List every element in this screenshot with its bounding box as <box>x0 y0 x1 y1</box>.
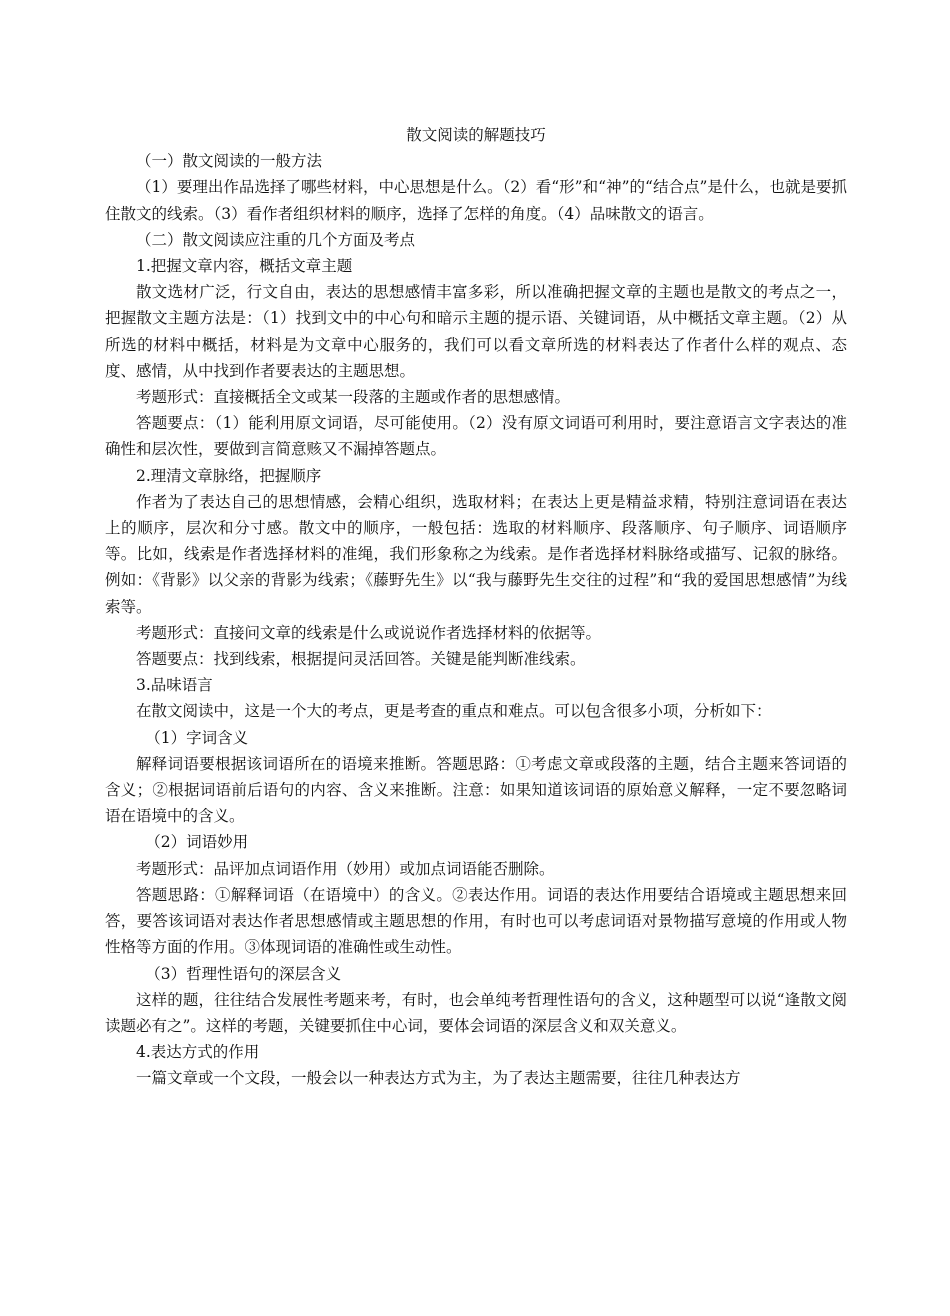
body-paragraph: 在散文阅读中，这是一个大的考点，更是考查的重点和难点。可以包含很多小项，分析如下： <box>136 702 772 721</box>
body-paragraph: 解释词语要根据该词语所在的语境来推断。答题思路：①考虑文章或段落的主题，结合主题来答词语的含义；②根据词语前后语句的内容、含义来推断。注意：如果知道该词语的原始意义解释，一定不要忽略词语在语境中的含义。 <box>105 754 847 826</box>
section-heading-general-method: （一）散文阅读的一般方法 <box>136 152 323 171</box>
body-paragraph: 答题要点：找到线索，根据提问灵活回答。关键是能判断准线索。 <box>136 650 586 669</box>
subsection-heading-expression: 4.表达方式的作用 <box>136 1043 260 1062</box>
body-paragraph: 考题形式：直接问文章的线索是什么或说说作者选择材料的依据等。 <box>136 623 602 642</box>
body-paragraph: 这样的题，往往结合发展性考题来考，有时，也会单纯考哲理性语句的含义，这种题型可以说“逢散文阅读题必有之”。这样的考题，关键要抓住中心词，要体会词语的深层含义和双关意义。 <box>105 990 847 1035</box>
document-title: 散文阅读的解题技巧 <box>406 126 546 144</box>
body-paragraph: 考题形式：直接概括全文或某一段落的主题或作者的思想感情。 <box>136 388 571 407</box>
body-paragraph: 考题形式：品评加点词语作用（妙用）或加点词语能否删除。 <box>136 859 555 878</box>
subsection-heading-theme: 1.把握文章内容，概括文章主题 <box>136 257 353 276</box>
body-paragraph: （1）要理出作品选择了哪些材料，中心思想是什么。（2）看“形”和“神”的“结合点”是什么，也就是要抓住散文的线索。（3）看作者组织材料的顺序，选择了怎样的角度。（4）品味散文的语言。 <box>105 178 847 223</box>
item-heading-word-meaning: （1）字词含义 <box>145 728 249 747</box>
body-paragraph: 散文选材广泛，行文自由，表达的思想感情丰富多彩，所以准确把握文章的主题也是散文的考点之一，把握散文主题方法是：（1）找到文中的中心句和暗示主题的提示语、关键词语，从中概括文章主题。（2）从所选的材料中概括，材料是为文章中心服务的，我们可以看文章所选的材料表达了作者什么样的观点、态度、感情，从中找到作者要表达的主题思想。 <box>105 283 847 380</box>
item-heading-philosophical-sentences: （3）哲理性语句的深层含义 <box>145 964 342 983</box>
body-paragraph: 答题要点：（1）能利用原文词语，尽可能使用。（2）没有原文词语可利用时，要注意语言文字表达的准确性和层次性，要做到言简意赅又不漏掉答题点。 <box>105 414 847 459</box>
subsection-heading-language: 3.品味语言 <box>136 676 213 695</box>
document-body <box>105 122 847 1092</box>
section-heading-key-aspects: （二）散文阅读应注重的几个方面及考点 <box>136 230 416 249</box>
subsection-heading-structure: 2.理清文章脉络，把握顺序 <box>136 466 322 485</box>
body-paragraph: 答题思路：①解释词语（在语境中）的含义。②表达作用。词语的表达作用要结合语境或主题思想来回答，要答该词语对表达作者思想感情或主题思想的作用，有时也可以考虑词语对景物描写意境的作用或人物性格等方面的作用。③体现词语的准确性或生动性。 <box>105 885 847 957</box>
item-heading-word-usage: （2）词语妙用 <box>145 833 249 852</box>
body-paragraph: 一篇文章或一个文段，一般会以一种表达方式为主，为了表达主题需要，往往几种表达方 <box>136 1069 741 1088</box>
body-paragraph: 作者为了表达自己的思想情感，会精心组织，选取材料；在表达上更是精益求精，特别注意词语在表达上的顺序，层次和分寸感。散文中的顺序，一般包括：选取的材料顺序、段落顺序、句子顺序、词语顺序等。比如，线索是作者选择材料的准绳，我们形象称之为线索。是作者选择材料脉络或描写、记叙的脉络。例如：《背影》以父亲的背影为线索；《藤野先生》以“我与藤野先生交往的过程”和“我的爱国思想感情”为线索等。 <box>105 492 847 616</box>
